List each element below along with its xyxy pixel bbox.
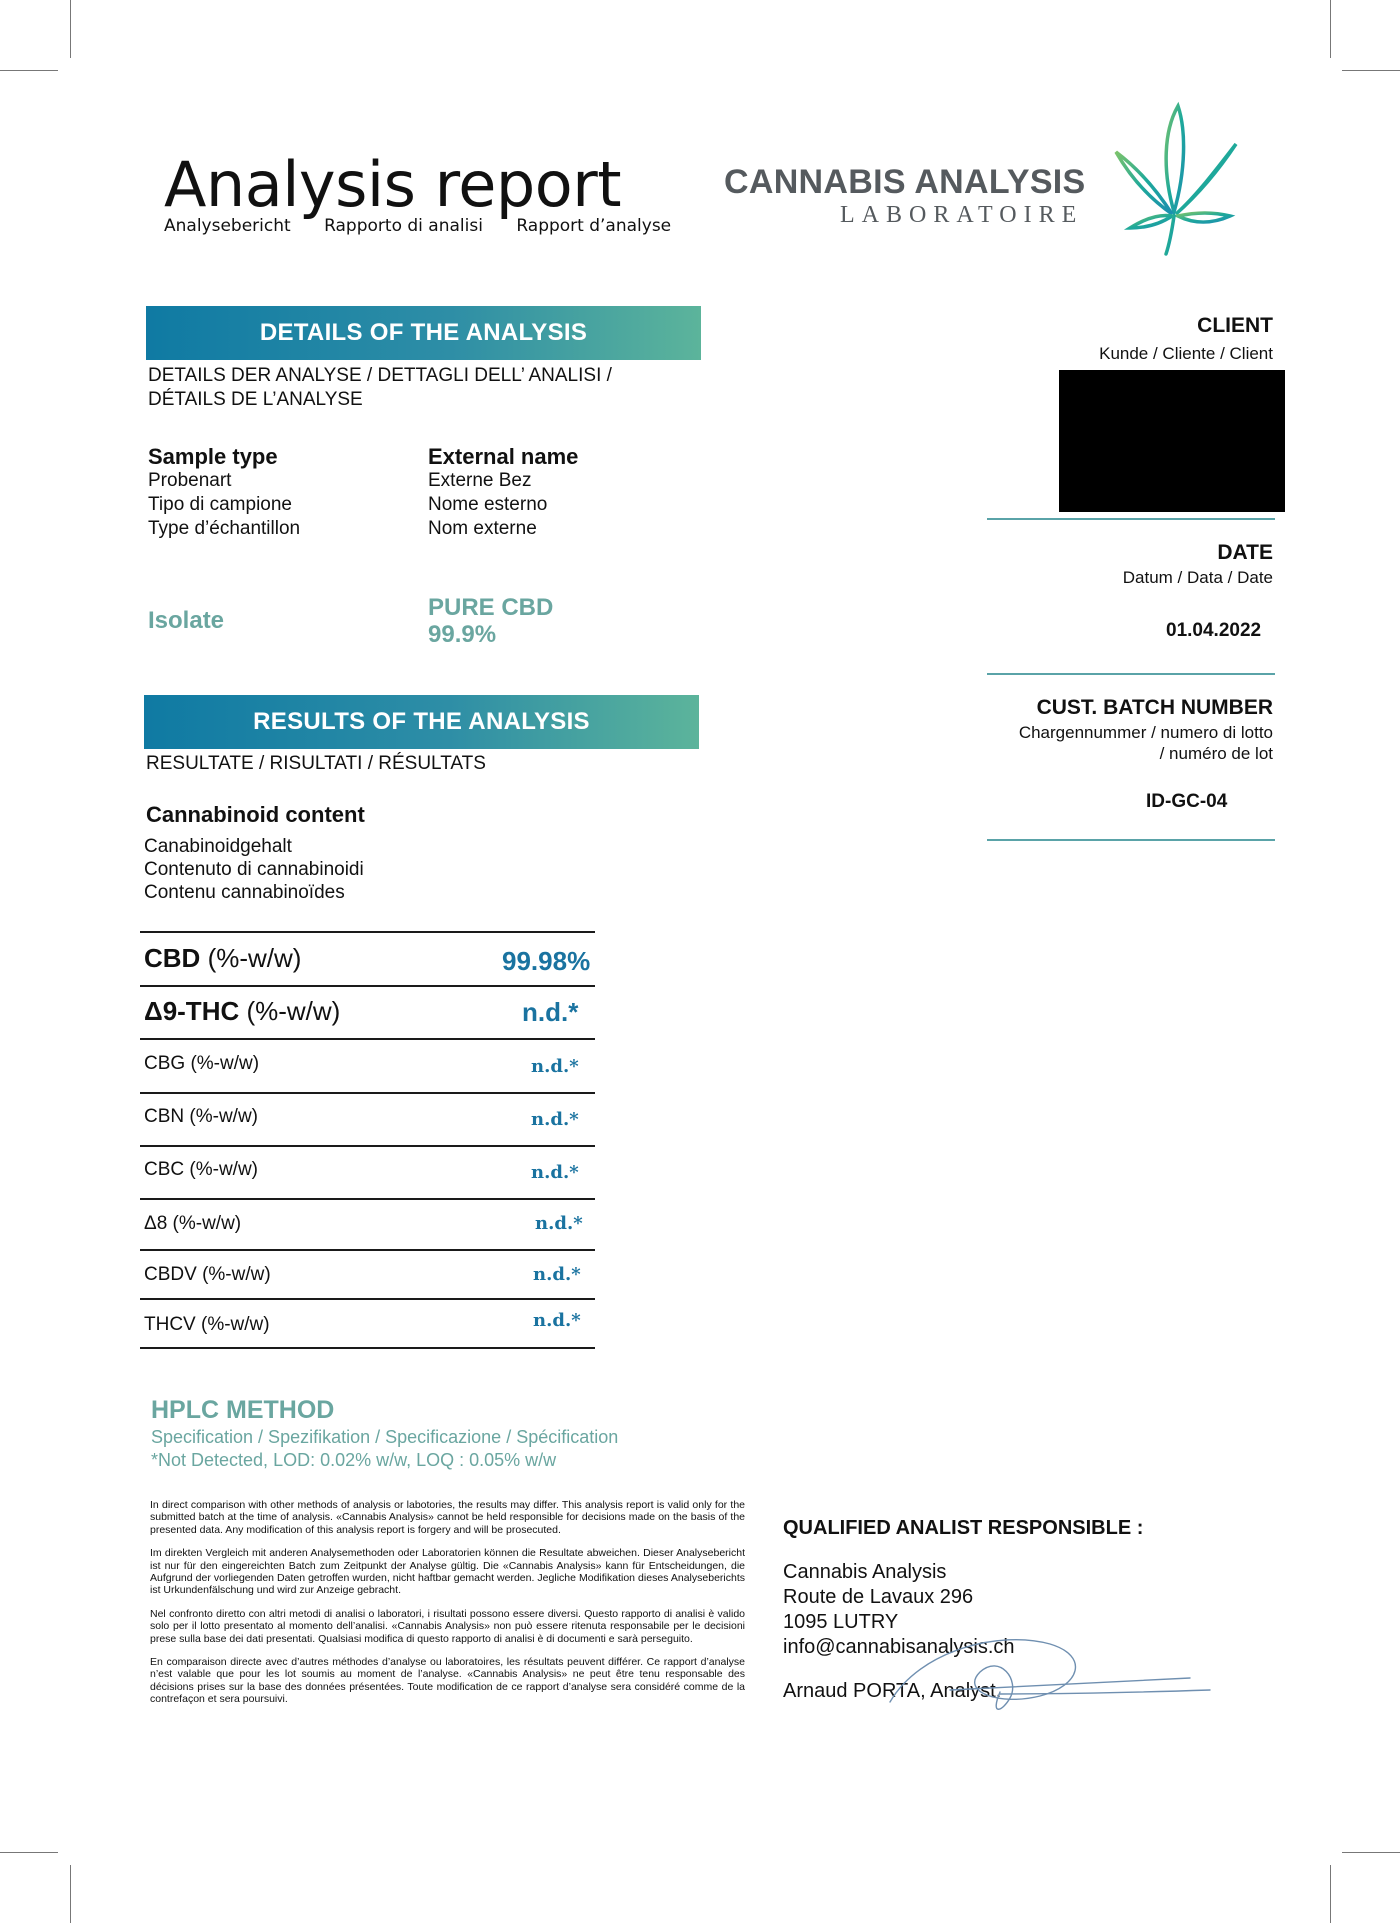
disclaimer-paragraph: Nel confronto diretto con altri metodi di analisi o laboratori, i risultati possono essere diversi. Questo rapporto di analisi è valido solo per il lotto presentato al momento dell’analisi. «Cannabis Analysis» non può essere ritenuta responsabile per le decisioni prese sulla base dei dati presentati. Qualsiasi modifica di questo rapporto di analisi è di documenti e sarà perseguito. <box>150 1607 745 1645</box>
external-name-value <box>428 594 553 648</box>
disclaimer-paragraph: Im direkten Vergleich mit anderen Analysemethoden oder Laboratorien können die Resultate abweichen. Dieser Analysebericht ist nur für den eingereichten Batch zum Zeitpunkt der Analyse gültig. Die «Cannabis Analysis» kann für Entscheidungen, die Aufgrund der vorliegenden Daten getroffen wurden, nicht haftbar gemacht werden. Jegliche Modifikation dieses Analyseberichts ist Urkundenfälschung und wird zur Anzeige gebracht. <box>150 1547 745 1597</box>
sample-type-translation: Tipo di campione <box>148 494 292 515</box>
crop-mark <box>70 0 71 58</box>
signature-icon <box>850 1620 1230 1720</box>
row-value: n.d.* <box>533 1264 581 1285</box>
crop-mark <box>70 1865 71 1923</box>
row-value: n.d.* <box>535 1213 583 1234</box>
divider <box>987 673 1275 675</box>
date-sub: Datum / Data / Date <box>1122 568 1273 587</box>
batch-value: ID-GC-04 <box>1146 791 1228 812</box>
cannabinoid-section-title: Cannabinoid content <box>146 802 365 827</box>
brand-subtitle: LABORATOIRE <box>840 202 1084 228</box>
row-value: 99.98% <box>502 946 591 976</box>
cannabinoid-unit: (%-w/w) <box>200 943 302 973</box>
client-sub: Kunde / Cliente / Client <box>1099 344 1273 363</box>
method-title: HPLC METHOD <box>151 1396 335 1424</box>
row-value: n.d.* <box>531 1162 579 1183</box>
address-line: 1095 LUTRY <box>783 1611 899 1633</box>
page-title: Analysis report <box>164 148 622 221</box>
analyst-heading: QUALIFIED ANALIST RESPONSIBLE : <box>783 1517 1144 1539</box>
external-name-translation: Externe Bez <box>428 470 532 491</box>
table-row <box>140 987 595 1040</box>
title-translations <box>164 216 699 236</box>
row-label: CBC (%-w/w) <box>144 1159 258 1180</box>
external-name-value-line: 99.9% <box>428 621 497 648</box>
sample-type-value: Isolate <box>148 607 225 634</box>
date-value: 01.04.2022 <box>1166 620 1262 641</box>
method-spec: Specification / Spezifikation / Specificazione / Spécification <box>151 1427 619 1447</box>
table-row <box>140 933 595 987</box>
row-label: CBDV (%-w/w) <box>144 1264 271 1285</box>
divider <box>987 839 1275 841</box>
disclaimer-paragraph: En comparaison directe avec d’autres méthodes d’analyse ou laboratoires, les résultats peuvent différer. Ce rapport d’analyse n’est valable que pour les lot soumis au moment de l’analyse. «Cannabis Analysis» ne peut être tenu responsable des décisions prises sur la base des données présentées. Toute modification de ce rapport d’analyse sera considéré comme de la contrefaçon et sera poursuivi. <box>150 1656 745 1706</box>
cannabinoid-section-translations <box>144 835 364 904</box>
row-value: n.d.* <box>522 997 579 1027</box>
client-redacted-box <box>1059 370 1285 512</box>
row-label <box>144 943 301 974</box>
batch-sub <box>900 722 1273 764</box>
external-name-block <box>428 445 578 541</box>
crop-mark <box>1342 70 1400 71</box>
row-label: Δ8 (%-w/w) <box>144 1213 242 1234</box>
cannabinoid-translation: Canabinoidgehalt <box>144 836 292 857</box>
divider <box>987 518 1275 520</box>
external-name-label: External name <box>428 444 579 469</box>
row-value: n.d.* <box>531 1109 579 1130</box>
brand-name: CANNABIS ANALYSIS <box>724 163 1086 201</box>
cannabis-leaf-icon <box>1112 100 1240 258</box>
sample-type-label: Sample type <box>148 444 278 469</box>
cannabinoid-unit: (%-w/w) <box>239 996 341 1026</box>
results-banner: RESULTS OF THE ANALYSIS <box>144 695 699 749</box>
row-value: n.d.* <box>533 1310 581 1331</box>
table-row <box>140 1094 595 1147</box>
client-label: CLIENT <box>1197 314 1273 337</box>
row-label: CBG (%-w/w) <box>144 1053 260 1074</box>
crop-mark <box>0 1852 58 1853</box>
row-value: n.d.* <box>531 1056 579 1077</box>
row-label <box>144 996 340 1027</box>
cannabinoid-name: CBD <box>144 943 201 973</box>
batch-sub-line: / numéro de lot <box>1159 744 1273 763</box>
external-name-translation: Nom externe <box>428 518 537 539</box>
crop-mark <box>1342 1852 1400 1853</box>
address-line: Route de Lavaux 296 <box>783 1586 974 1608</box>
results-subtitle: RESULTATE / RISULTATI / RÉSULTATS <box>146 753 486 774</box>
row-label: THCV (%-w/w) <box>144 1314 270 1335</box>
method-note: *Not Detected, LOD: 0.02% w/w, LOQ : 0.05% w/w <box>151 1450 557 1470</box>
cannabinoid-translation: Contenuto di cannabinoidi <box>144 859 364 880</box>
disclaimer-block <box>150 1499 745 1717</box>
details-subtitle-line: DETAILS DER ANALYSE / DETTAGLI DELL’ ANALISI / <box>148 365 612 386</box>
date-label: DATE <box>1217 541 1273 564</box>
address-line: Cannabis Analysis <box>783 1561 947 1583</box>
table-row <box>140 1147 595 1200</box>
title-translation: Analysebericht <box>164 216 291 236</box>
crop-mark <box>0 70 58 71</box>
sample-type-block <box>148 445 300 541</box>
external-name-value-line: PURE CBD <box>428 594 554 621</box>
title-translation: Rapport d’analyse <box>516 216 672 236</box>
sample-type-translation: Type d’échantillon <box>148 518 301 539</box>
table-row <box>140 1040 595 1094</box>
cannabinoid-name: Δ9-THC <box>144 996 240 1026</box>
table-row <box>140 1300 595 1349</box>
cannabinoid-translation: Contenu cannabinoïdes <box>144 882 345 903</box>
details-subtitle-line: DÉTAILS DE L’ANALYSE <box>148 389 363 410</box>
batch-label: CUST. BATCH NUMBER <box>1036 696 1273 719</box>
table-row <box>140 1251 595 1300</box>
sample-type-translation: Probenart <box>148 470 232 491</box>
row-label: CBN (%-w/w) <box>144 1106 258 1127</box>
crop-mark <box>1330 0 1331 58</box>
title-translation: Rapporto di analisi <box>324 216 483 236</box>
address-line: info@cannabisanalysis.ch <box>783 1636 1015 1658</box>
external-name-translation: Nome esterno <box>428 494 548 515</box>
details-banner: DETAILS OF THE ANALYSIS <box>146 306 701 360</box>
crop-mark <box>1330 1865 1331 1923</box>
disclaimer-paragraph: In direct comparison with other methods of analysis or labotories, the results may differ. This analysis report is valid only for the submitted batch at the time of analysis. «Cannabis Analysis» cannot be held responsible for decisions made on the basis of the presented data. Any modification of this analysis report is forgery and will be prosecuted. <box>150 1499 745 1536</box>
analyst-name: Arnaud PORTA, Analyst. <box>783 1680 1002 1702</box>
table-row <box>140 1200 595 1251</box>
batch-sub-line: Chargennummer / numero di lotto <box>1018 723 1273 742</box>
details-subtitle <box>148 364 612 412</box>
